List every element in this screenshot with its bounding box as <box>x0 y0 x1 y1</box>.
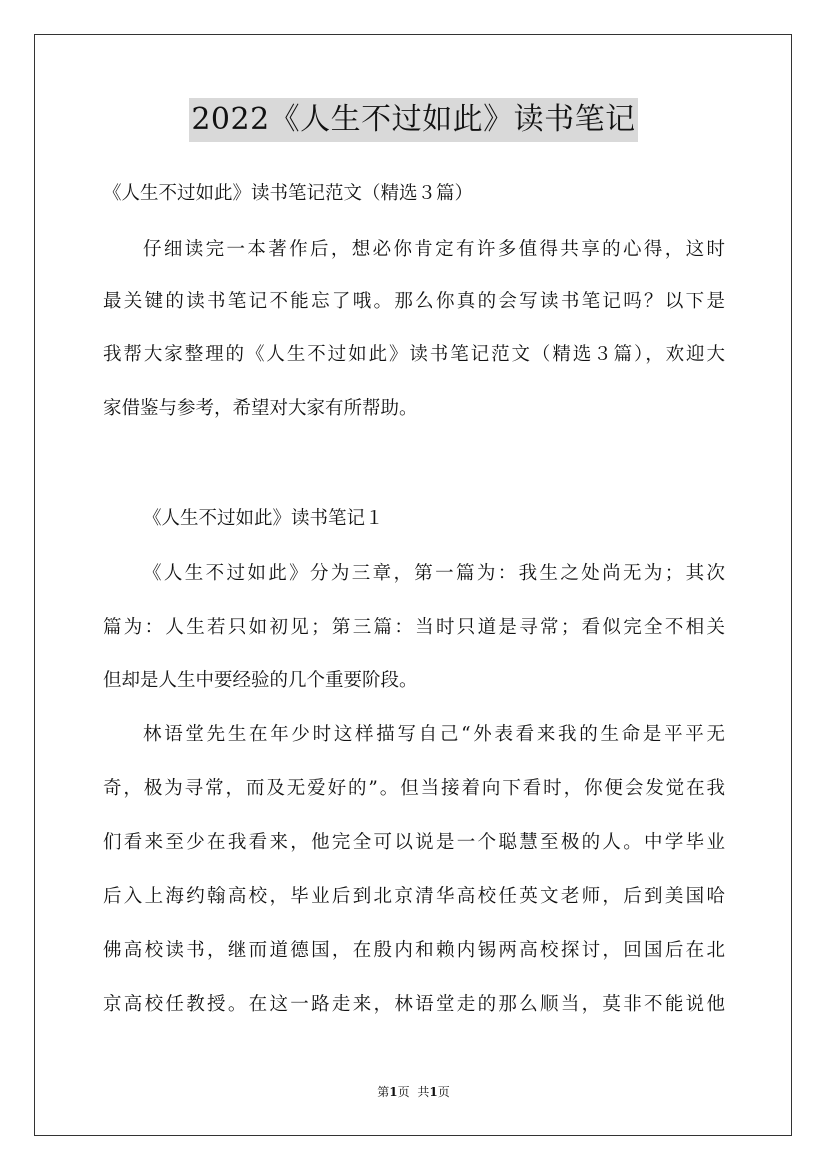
para2-line-1: 林语堂先生在年少时这样描写自己“外表看来我的生命是平平无 <box>143 724 725 745</box>
para2-line-2: 奇，极为寻常，而及无爱好的”。但当接着向下看时，你便会发觉在我 <box>103 778 725 799</box>
page-current: 1 <box>389 1085 398 1099</box>
para2-line-5: 佛高校读书，继而道德国，在殷内和赖内锡两高校探讨，回国后在北 <box>103 940 725 961</box>
total-prefix: 共 <box>417 1085 430 1099</box>
intro-line-2: 最关键的读书笔记不能忘了哦。那么你真的会写读书笔记吗？以下是 <box>103 291 725 312</box>
para1-line-1: 《人生不过如此》分为三章，第一篇为：我生之处尚无为；其次 <box>143 563 725 584</box>
page-prefix: 第 <box>377 1085 390 1099</box>
para1-line-2: 篇为：人生若只如初见；第三篇：当时只道是寻常；看似完全不相关 <box>103 617 725 638</box>
intro-line-4: 家借鉴与参考，希望对大家有所帮助。 <box>103 398 418 419</box>
para2-line-3: 们看来至少在我看来，他完全可以说是一个聪慧至极的人。中学毕业 <box>103 832 725 853</box>
para1-line-3: 但却是人生中要经验的几个重要阶段。 <box>103 670 418 691</box>
para2-line-4: 后入上海约翰高校，毕业后到北京清华高校任英文老师，后到美国哈 <box>103 886 725 907</box>
intro-line-1: 仔细读完一本著作后，想必你肯定有许多值得共享的心得，这时 <box>143 239 725 260</box>
page-footer <box>0 1084 827 1100</box>
document-title: 2022《人生不过如此》读书笔记 <box>189 98 637 142</box>
page-total: 1 <box>429 1085 438 1099</box>
section-heading: 《人生不过如此》读书笔记１ <box>143 508 384 529</box>
para2-line-6: 京高校任教授。在这一路走来，林语堂走的那么顺当，莫非不能说他 <box>103 994 725 1015</box>
total-suffix: 页 <box>437 1085 450 1099</box>
document-subtitle: 《人生不过如此》读书笔记范文（精选３篇） <box>103 183 474 204</box>
page-suffix: 页 <box>397 1085 410 1099</box>
title-container <box>0 98 827 142</box>
intro-line-3: 我帮大家整理的《人生不过如此》读书笔记范文（精选３篇），欢迎大 <box>103 344 725 365</box>
